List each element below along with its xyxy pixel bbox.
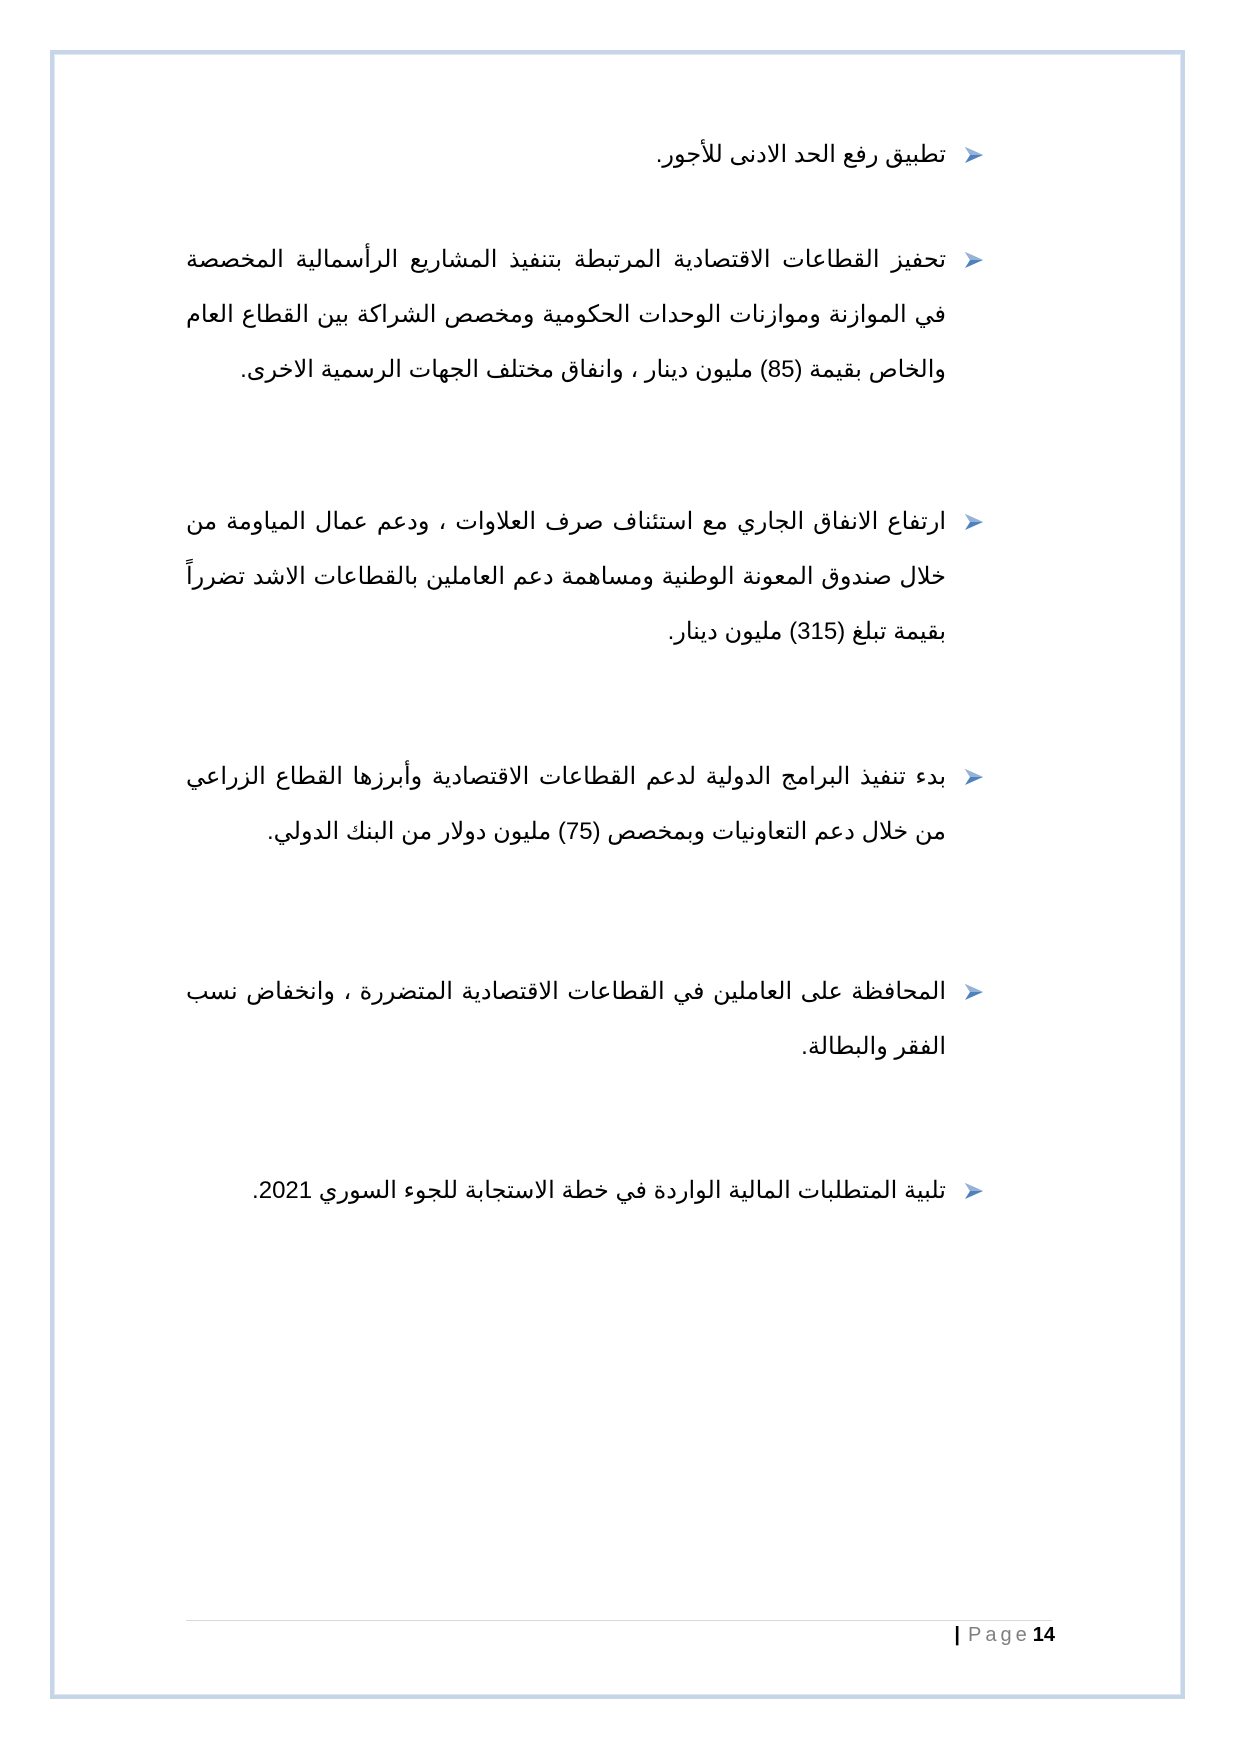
footer-divider xyxy=(186,1620,1052,1621)
arrow-bullet-icon xyxy=(962,510,986,534)
arrow-bullet-icon xyxy=(962,248,986,272)
page-number: 14 xyxy=(1032,1624,1055,1646)
bullet-text: المحافظة على العاملين في القطاعات الاقتصادية المتضررة ، وانخفاض نسب الفقر والبطالة. xyxy=(186,978,946,1060)
bullet-item-5 xyxy=(186,964,946,1074)
bullet-item-1 xyxy=(186,127,946,182)
arrow-bullet-icon xyxy=(962,980,986,1004)
bullet-text: بدء تنفيذ البرامج الدولية لدعم القطاعات الاقتصادية وأبرزها القطاع الزراعي من خلال دعم التعاونيات وبمخصص (75) مليون دولار من البنك الدولي. xyxy=(186,763,946,845)
footer-separator: | xyxy=(954,1624,961,1646)
page-label: Page xyxy=(968,1624,1031,1646)
bullet-text: تحفيز القطاعات الاقتصادية المرتبطة بتنفيذ المشاريع الرأسمالية المخصصة في الموازنة وموازنات الوحدات الحكومية ومخصص الشراكة بين القطاع العام والخاص بقيمة (85) مليون دينار ، وانفاق مختلف الجهات الرسمية الاخرى. xyxy=(186,246,946,383)
bullet-text: تلبية المتطلبات المالية الواردة في خطة الاستجابة للجوء السوري 2021. xyxy=(252,1177,946,1204)
bullet-item-6 xyxy=(186,1163,946,1218)
arrow-bullet-icon xyxy=(962,765,986,789)
arrow-bullet-icon xyxy=(962,1179,986,1203)
page-footer xyxy=(954,1624,1055,1647)
bullet-item-4 xyxy=(186,749,946,859)
bullet-item-3 xyxy=(186,494,946,659)
bullet-text: ارتفاع الانفاق الجاري مع استئناف صرف العلاوات ، ودعم عمال المياومة من خلال صندوق المعونة الوطنية ومساهمة دعم العاملين بالقطاعات الاشد تضرراً بقيمة تبلغ (315) مليون دينار. xyxy=(186,508,946,645)
bullet-text: تطبيق رفع الحد الادنى للأجور. xyxy=(655,141,946,168)
bullet-item-2 xyxy=(186,232,946,397)
arrow-bullet-icon xyxy=(962,143,986,167)
